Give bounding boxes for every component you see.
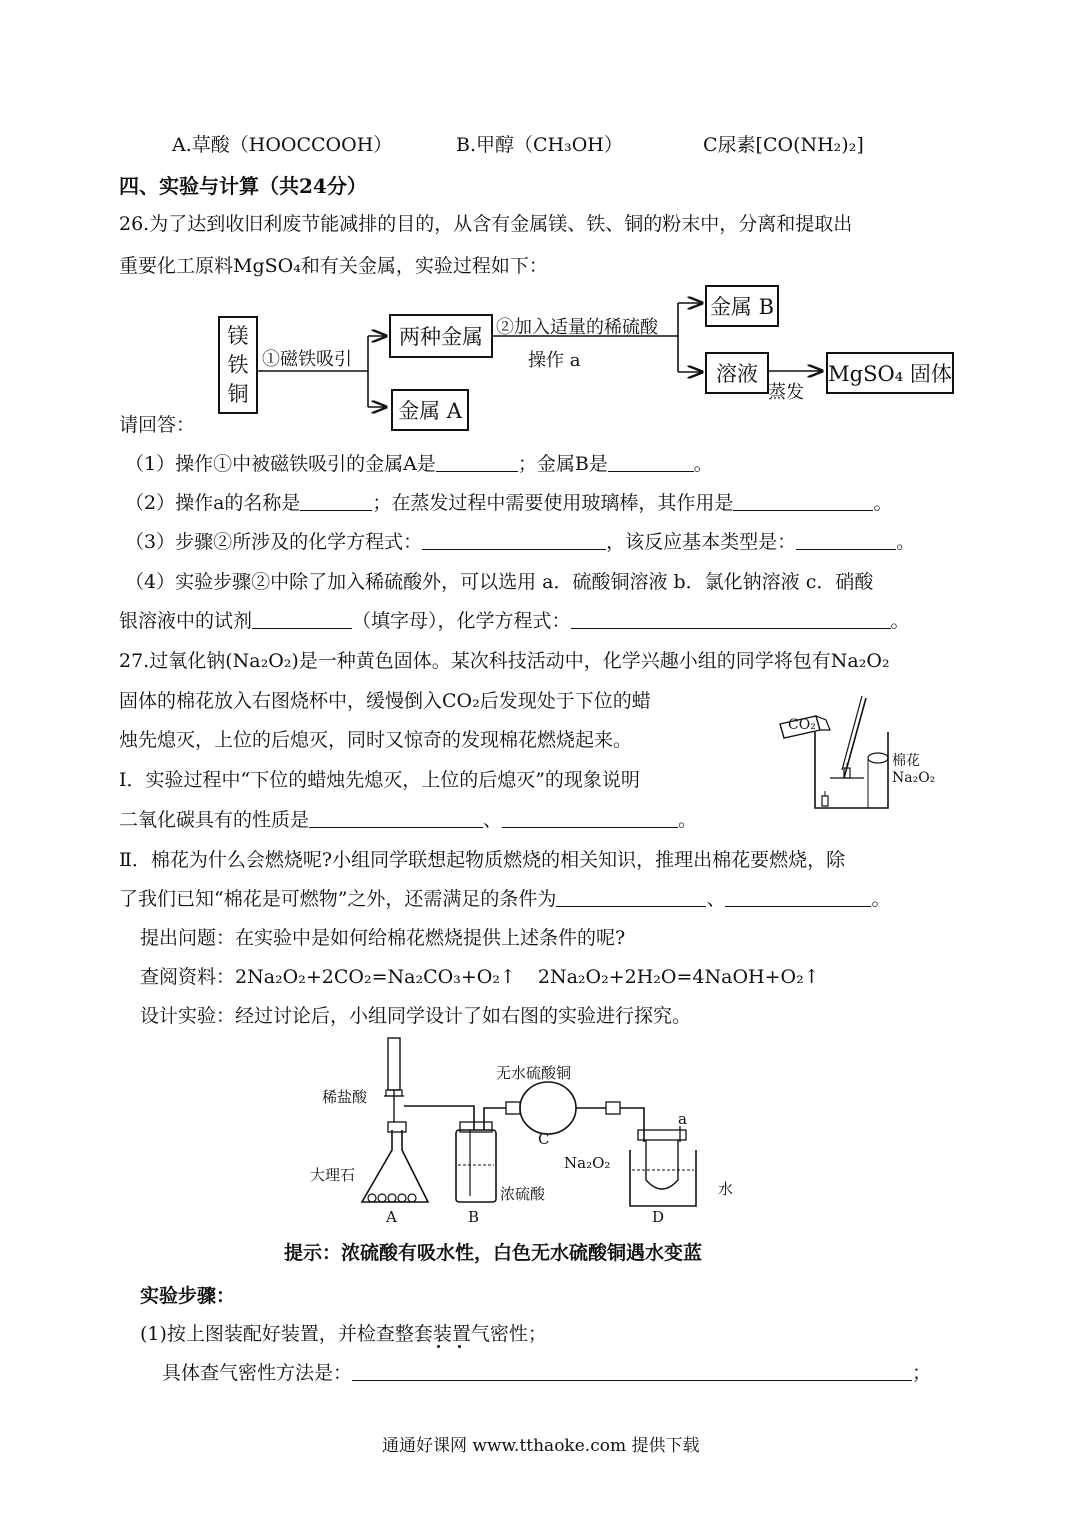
q26-sub3-text-c: 。	[896, 531, 916, 553]
answer-prompt: 请回答：	[119, 414, 196, 436]
q27-part1-text-c: 。	[678, 809, 698, 831]
apparatus-label-B: B	[468, 1208, 480, 1226]
steps-title: 实验步骤：	[140, 1285, 236, 1307]
q27-part1-blank-1[interactable]	[309, 809, 483, 828]
apparatus-label-A: A	[386, 1208, 397, 1226]
apparatus-a-small-label: a	[678, 1110, 687, 1128]
apparatus-label-C: C	[538, 1130, 550, 1148]
q27-part2-text-a: 了我们已知“棉花是可燃物”之外，还需满足的条件为	[119, 888, 557, 910]
option-a: A.草酸（HOOCCOOH）	[172, 134, 393, 156]
apparatus-cuso4-label: 无水硫酸铜	[496, 1064, 572, 1082]
emphasis-dot	[437, 1345, 440, 1348]
q26-sub4-blank-2[interactable]	[571, 610, 891, 629]
emphasis-dot	[458, 1345, 461, 1348]
q27-reference	[140, 962, 820, 989]
apparatus-h2so4-label: 浓硫酸	[500, 1185, 546, 1203]
step-1-method-text: 具体查气密性方法是：	[162, 1362, 353, 1384]
flow-step2-label: ②加入适量的稀硫酸	[496, 317, 658, 338]
section-title: 四、实验与计算（共24分）	[119, 174, 367, 198]
q26-sub2-text-c: 。	[873, 492, 893, 514]
q26-sub4-text-c: 。	[890, 610, 910, 632]
q27-intro-2: 固体的棉花放入右图烧杯中，缓慢倒入CO₂后发现处于下位的蜡	[119, 690, 651, 712]
flow-metal-a: 金属 A	[391, 389, 469, 431]
step-1: (1)按上图装配好装置，并检查整套装置气密性；	[140, 1323, 547, 1345]
reaction-1: 2Na₂O₂+2CO₂=Na₂CO₃+O₂↑	[235, 966, 516, 988]
reference-label: 查阅资料：	[140, 966, 236, 988]
q26-sub1	[125, 449, 713, 476]
q26-sub4-blank-1[interactable]	[252, 610, 352, 629]
footer: 通通好课网 www.tthaoke.com 提供下载	[382, 1436, 700, 1456]
q26-sub1-text-c: 。	[693, 453, 713, 475]
q27-part2-text-b: 、	[706, 888, 726, 910]
beaker-co2-label: CO₂	[788, 717, 816, 733]
apparatus-water-label: 水	[718, 1180, 734, 1198]
flow-step1-label: ①磁铁吸引	[262, 349, 352, 370]
flow-op-a-label: 操作 a	[528, 350, 581, 371]
q26-sub1-text-a: （1）操作①中被磁铁吸引的金属A是	[125, 453, 436, 475]
q27-part2-text-c: 。	[871, 888, 891, 910]
step-1-method-blank[interactable]	[352, 1362, 912, 1381]
q26-sub2	[125, 488, 892, 515]
q26-sub1-text-b: ；金属B是	[517, 453, 608, 475]
q26-intro-2: 重要化工原料MgSO₄和有关金属，实验过程如下：	[119, 255, 548, 277]
q27-question: 提出问题：在实验中是如何给棉花燃烧提供上述条件的呢?	[140, 927, 626, 949]
q27-design: 设计实验：经过讨论后，小组同学设计了如右图的实验进行探究。	[140, 1005, 692, 1027]
apparatus-hcl-label: 稀盐酸	[322, 1088, 368, 1106]
q26-sub2-text-a: （2）操作a的名称是	[125, 492, 301, 514]
flow-start-fe: 铁	[227, 352, 249, 377]
q27-intro-3: 烛先熄灭，上位的后熄灭，同时又惊奇的发现棉花燃烧起来。	[119, 729, 633, 751]
apparatus-na2o2-label: Na₂O₂	[564, 1154, 611, 1172]
flow-solution: 溶液	[705, 352, 769, 394]
q26-sub2-text-b: ；在蒸发过程中需要使用玻璃棒，其作用是	[372, 492, 734, 514]
beaker-drawing	[760, 680, 960, 820]
q26-sub2-blank-1[interactable]	[300, 492, 372, 511]
q26-intro-1: 26.为了达到收旧利废节能减排的目的，从含有金属镁、铁、铜的粉末中，分离和提取出	[119, 213, 853, 235]
q27-part1-text-b: 、	[483, 809, 503, 831]
q27-part2-blank-1[interactable]	[556, 888, 706, 907]
flow-start-cu: 铜	[227, 381, 249, 406]
flow-metal-b: 金属 B	[705, 285, 779, 327]
step-1-method-end: ；	[912, 1362, 932, 1384]
q26-sub3-blank-2[interactable]	[796, 531, 896, 550]
q27-part2-line1: Ⅱ．棉花为什么会燃烧呢?小组同学联想起物质燃烧的相关知识，推理出棉花要燃烧，除	[119, 849, 846, 871]
flow-two-metals: 两种金属	[389, 314, 493, 358]
beaker-cotton-label: 棉花	[892, 753, 920, 769]
q26-sub1-blank-2[interactable]	[608, 453, 694, 472]
q26-sub3-blank-1[interactable]	[422, 531, 606, 550]
reaction-2: 2Na₂O₂+2H₂O=4NaOH+O₂↑	[537, 966, 820, 988]
apparatus-marble-label: 大理石	[310, 1166, 356, 1184]
q26-sub4-text-b: （填字母），化学方程式：	[352, 610, 571, 632]
q26-sub2-blank-2[interactable]	[733, 492, 873, 511]
q26-sub3-text-b: ，该反应基本类型是：	[606, 531, 797, 553]
option-b: B.甲醇（CH₃OH）	[456, 134, 623, 156]
beaker-na2o2-label: Na₂O₂	[892, 770, 936, 786]
flow-product: MgSO₄ 固体	[826, 352, 954, 394]
q26-sub3	[125, 527, 915, 554]
q27-part2-line2	[119, 884, 890, 911]
flow-start-mg: 镁	[227, 323, 249, 348]
q27-part1-text-a: 二氧化碳具有的性质是	[119, 809, 310, 831]
option-c: C尿素[CO(NH₂)₂]	[703, 134, 864, 156]
q27-hint: 提示：浓硫酸有吸水性，白色无水硫酸铜遇水变蓝	[284, 1242, 703, 1264]
step-1-method	[162, 1358, 931, 1385]
flow-evaporate-label: 蒸发	[768, 382, 804, 403]
q27-part1-blank-2[interactable]	[502, 809, 678, 828]
apparatus-label-D: D	[652, 1208, 665, 1226]
q26-sub1-blank-1[interactable]	[436, 453, 518, 472]
q26-sub4-text-a: 银溶液中的试剂	[119, 610, 253, 632]
q27-part1-line2	[119, 805, 697, 832]
q27-intro-1: 27.过氧化钠(Na₂O₂)是一种黄色固体。某次科技活动中，化学兴趣小组的同学将包有Na₂O₂	[119, 650, 890, 672]
q27-part1-line1: I．实验过程中“下位的蜡烛先熄灭，上位的后熄灭”的现象说明	[119, 769, 640, 791]
q27-part2-blank-2[interactable]	[725, 888, 871, 907]
q26-sub3-text-a: （3）步骤②所涉及的化学方程式：	[125, 531, 423, 553]
q26-sub4-line1: （4）实验步骤②中除了加入稀硫酸外，可以选用 a．硫酸铜溶液 b．氯化钠溶液 c．硝酸	[125, 571, 874, 593]
q26-sub4-line2	[119, 606, 910, 633]
flow-start-box	[218, 316, 258, 414]
